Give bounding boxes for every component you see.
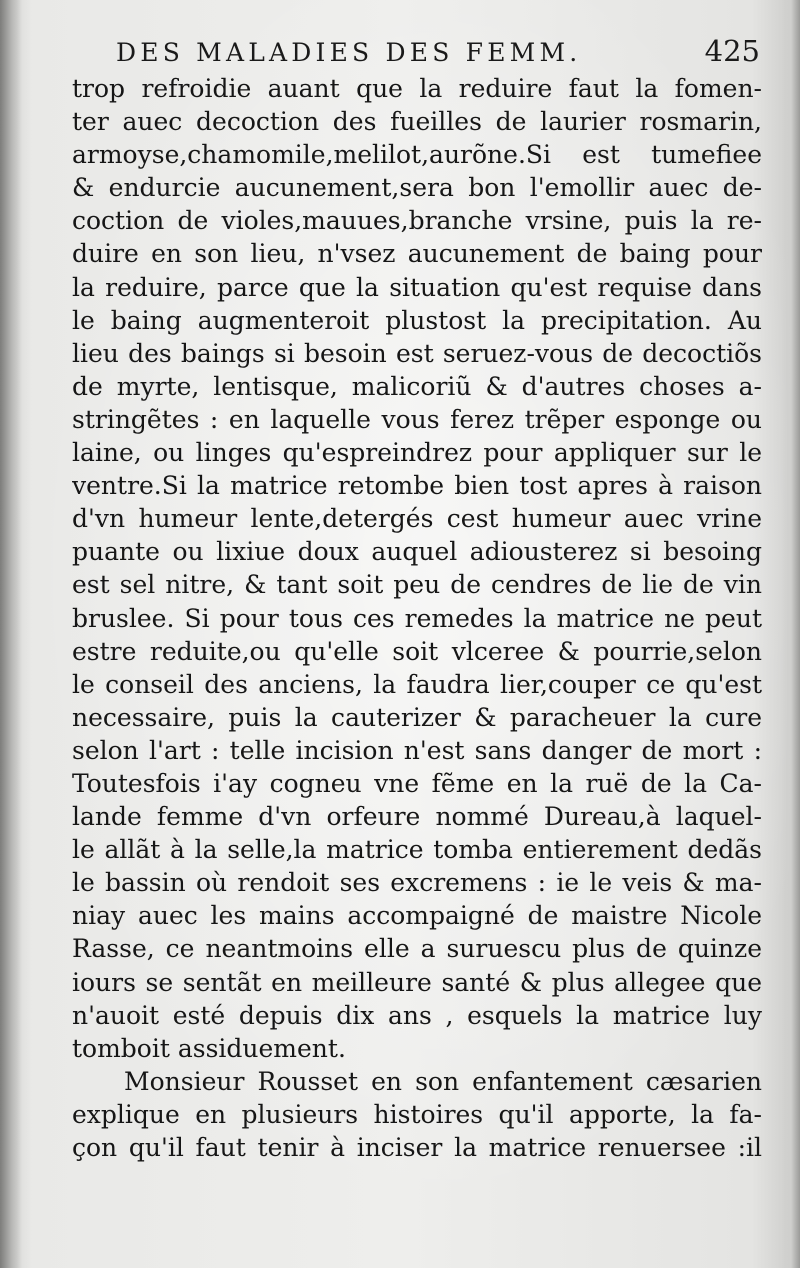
paragraph-1 [72,72,762,1065]
text-line: iours se sentãt en meilleure santé & plus allegee que [72,967,762,997]
page-gutter-shadow [0,0,22,1268]
body-text [72,72,762,1164]
text-line: le baing augmenteroit plustost la precipitation. Au [72,305,762,335]
text-line: d'vn humeur lente,detergés cest humeur auec vrine [72,504,762,534]
text-line: la reduire, parce que la situation qu'est requise dans [72,272,762,302]
text-line: trop refroidie auant que la reduire faut la fomen- [72,74,762,103]
page-edge-shadow [782,0,800,1268]
text-line: ter auec decoction des fueilles de laurier rosmarin, [72,107,762,137]
text-line: puante ou lixiue doux auquel adiousterez si besoing [72,537,762,567]
text-line: stringẽtes : en laquelle vous ferez trẽper esponge ou [72,404,762,434]
running-head [116,34,760,74]
text-line: bruslee. Si pour tous ces remedes la matrice ne peut [72,603,762,633]
text-line: necessaire, puis la cauterizer & paracheuer la cure [72,702,762,732]
text-line: tomboit assiduement. [72,1033,346,1063]
text-line: le conseil des anciens, la faudra lier,couper ce qu'est [72,669,762,699]
text-line: ventre.Si la matrice retombe bien tost apres à raison [72,471,762,501]
text-line: laine, ou linges qu'espreindrez pour appliquer sur le [72,438,762,468]
text-line: estre reduite,ou qu'elle soit vlceree & pourrie,selon [72,636,762,666]
page-number: 425 [704,34,760,68]
text-line: çon qu'il faut tenir à inciser la matrice renuersee :il [72,1133,762,1162]
paragraph-2 [72,1065,762,1164]
text-line: Toutesfois i'ay cogneu vne fẽme en la ruë de la Ca- [72,768,762,798]
text-line: coction de violes,mauues,branche vrsine, puis la re- [72,206,762,236]
text-line: le bassin où rendoit ses excremens : ie le veis & ma- [72,868,762,898]
text-line: de myrte, lentisque, malicoriũ & d'autres choses a- [72,371,762,401]
text-line: le allãt à la selle,la matrice tomba entierement dedãs [72,835,762,865]
text-line: est sel nitre, & tant soit peu de cendres de lie de vin [72,570,762,600]
text-line: explique en plusieurs histoires qu'il apporte, la fa- [72,1099,762,1129]
text-line: Monsieur Rousset en son enfantement cæsarien [124,1066,762,1096]
text-line: n'auoit esté depuis dix ans , esquels la matrice luy [72,1000,762,1030]
text-line: niay auec les mains accompaigné de maistre Nicole [72,901,762,931]
running-head-title: DES MALADIES DES FEMM. [116,38,582,67]
text-line: lieu des baings si besoin est seruez-vous de decoctiõs [72,338,762,368]
text-line: Rasse, ce neantmoins elle a suruescu plus de quinze [72,934,762,964]
text-line: duire en son lieu, n'vsez aucunement de baing pour [72,239,762,269]
text-line: & endurcie aucunement,sera bon l'emollir auec de- [72,173,762,203]
text-line: lande femme d'vn orfeure nommé Dureau,à laquel- [72,802,762,832]
text-line: armoyse,chamomile,melilot,aurõne.Si est tumefiee [72,140,762,170]
text-line: selon l'art : telle incision n'est sans danger de mort : [72,735,762,765]
